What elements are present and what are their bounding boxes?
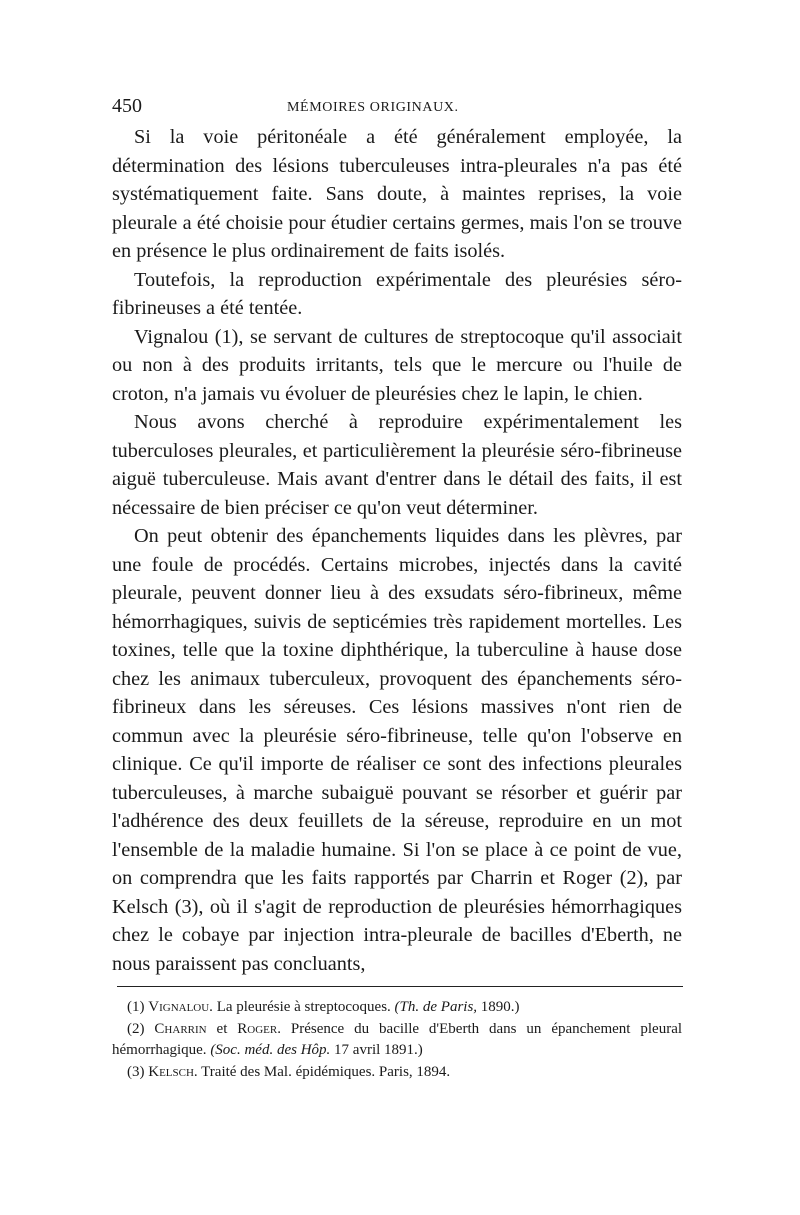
footnote bbox=[112, 997, 682, 1019]
footnote bbox=[112, 1062, 682, 1084]
footnote-author-2: Roger. bbox=[237, 1020, 281, 1037]
footnote-title: Traité des Mal. épidémiques. Paris, 1894. bbox=[201, 1063, 451, 1080]
footnote-mark: (2) bbox=[127, 1020, 145, 1037]
footnote-author: Kelsch. bbox=[148, 1063, 198, 1080]
page-header bbox=[112, 94, 682, 118]
footnote-mark: (3) bbox=[127, 1063, 145, 1080]
paragraph: On peut obtenir des épanchements liquides dans les plèvres, par une foule de procédés. Certains microbes, injectés dans la cavité pleurale, peuvent donner lieu à des exsudats séro-fibrineux, même hémorrhagiques, suivis de septicémies très rapidement mortelles. Les toxines, telle que la toxine diphthérique, la tuberculine à hause dose chez les animaux tuberculeux, provoquent des épanchements séro-fibrineux dans les séreuses. Ces lésions massives n'ont rien de commun avec la pleurésie séro-fibrineuse, telle qu'on l'observe en clinique. Ce qu'il importe de réaliser ce sont des infections pleurales tuberculeuses, à marche subaiguë pouvant se résorber et guérir par l'adhérence des deux feuillets de la séreuse, reproduire en un mot l'ensemble de la maladie humaine. Si l'on se place à ce point de vue, on comprendra que les faits rapportés par Charrin et Roger (2), par Kelsch (3), où il s'agit de reproduction de pleurésies hémorrhagiques chez le cobaye par injection intra-pleurale de bacilles d'Eberth, ne nous paraissent pas concluants, bbox=[112, 525, 682, 975]
paragraph: Vignalou (1), se servant de cultures de streptocoque qu'il associait ou non à des produits irritants, tels que le mercure ou l'huile de croton, n'a jamais vu évoluer de pleurésies chez le lapin, le chien. bbox=[112, 325, 682, 405]
footnote-joiner: et bbox=[216, 1020, 228, 1037]
footnote-tail: 17 avril 1891.) bbox=[334, 1042, 423, 1058]
footnote-source: (Th. de Paris, bbox=[394, 999, 478, 1015]
footnotes bbox=[112, 997, 682, 1083]
footnote-title: La pleurésie à streptocoques. bbox=[216, 999, 391, 1015]
footnote-author: Charrin bbox=[154, 1020, 207, 1037]
paragraph: Si la voie péritonéale a été généralement employée, la détermination des lésions tuberculeuses intra-pleurales n'a pas été systématiquement faite. Sans doute, à maintes reprises, la voie pleurale a été choisie pour étudier certains germes, mais l'on se trouve en présence le plus ordinairement de faits isolés. bbox=[112, 126, 682, 262]
running-head: MÉMOIRES ORIGINAUX. bbox=[287, 100, 459, 115]
paragraph: Nous avons cherché à reproduire expérimentalement les tuberculoses pleurales, et particulièrement la pleurésie séro-fibrineuse aiguë tuberculeuse. Mais avant d'entrer dans le détail des faits, il est nécessaire de bien préciser ce qu'on veut déterminer. bbox=[112, 411, 682, 519]
paragraph: Toutefois, la reproduction expérimentale des pleurésies séro-fibrineuses a été tentée. bbox=[112, 268, 682, 319]
page-number: 450 bbox=[112, 95, 142, 117]
footnote-tail: 1890.) bbox=[480, 999, 520, 1015]
footnote-title: Présence du bacille d'Eberth dans un épanchement pleural hémorrhagique. bbox=[112, 1020, 683, 1058]
footnote-author: Vignalou. bbox=[148, 999, 213, 1015]
body-text bbox=[112, 123, 682, 978]
footnote bbox=[112, 1019, 682, 1062]
footnote-source: (Soc. méd. des Hôp. bbox=[210, 1042, 331, 1058]
footnote-mark: (1) bbox=[127, 999, 145, 1015]
book-page bbox=[112, 94, 682, 1083]
footnote-rule bbox=[117, 986, 683, 987]
